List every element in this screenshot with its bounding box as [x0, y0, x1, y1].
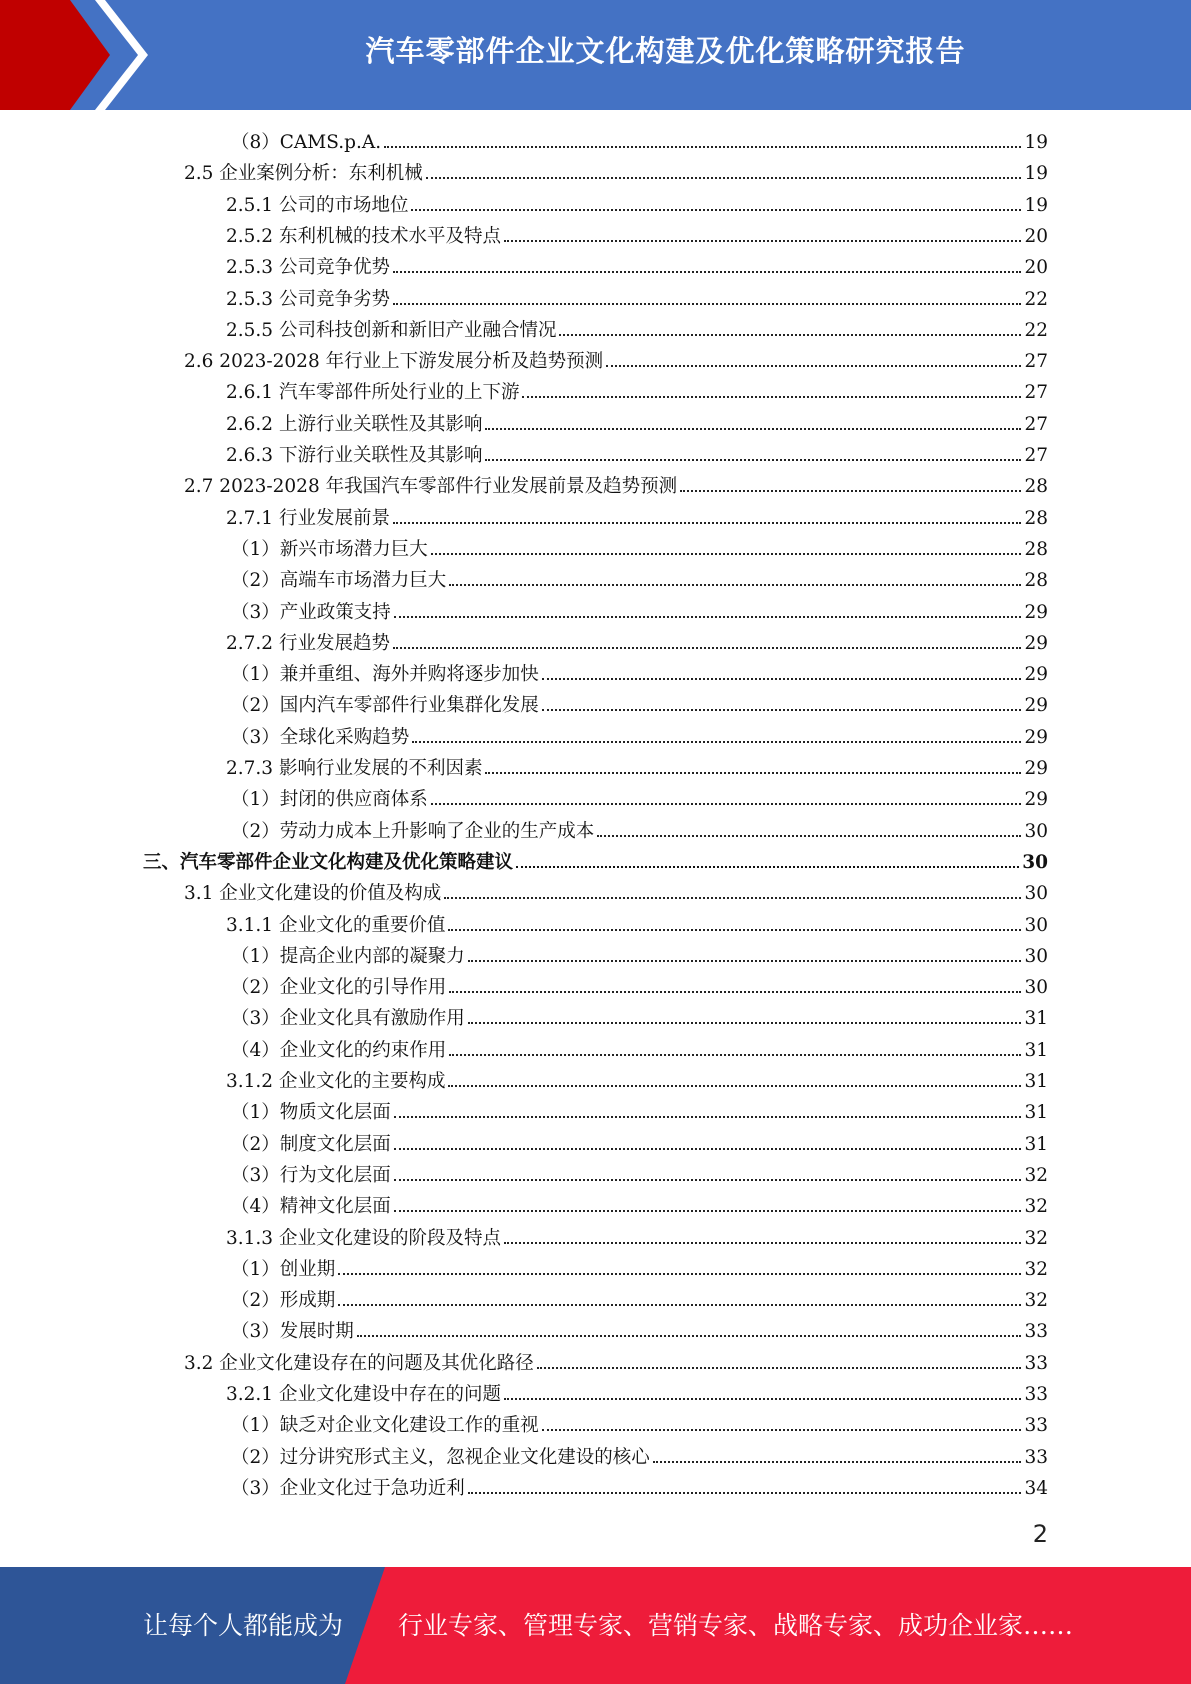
- toc-dot-leader: [468, 1492, 1022, 1494]
- toc-entry-page: 30: [1022, 851, 1048, 873]
- toc-entry[interactable]: [184, 879, 1048, 909]
- toc-entry-page: 32: [1024, 1290, 1048, 1312]
- toc-entry-page: 29: [1024, 601, 1048, 623]
- toc-dot-leader: [449, 991, 1021, 993]
- toc-entry-page: 33: [1024, 1415, 1048, 1437]
- toc-entry[interactable]: [226, 754, 1048, 784]
- toc-entry-label: 3.2 企业文化建设存在的问题及其优化路径: [184, 1352, 534, 1374]
- toc-entry-page: 29: [1024, 632, 1048, 654]
- toc-entry[interactable]: [231, 1317, 1048, 1347]
- toc-entry-page: 29: [1024, 664, 1048, 686]
- toc-entry-label: 2.5.3 公司竞争优势: [226, 257, 390, 279]
- toc-dot-leader: [384, 146, 1021, 148]
- toc-entry-label: 2.6.2 上游行业关联性及其影响: [226, 413, 483, 435]
- toc-entry[interactable]: [231, 1036, 1048, 1066]
- toc-entry[interactable]: [231, 128, 1048, 158]
- toc-entry[interactable]: [226, 410, 1048, 440]
- toc-entry[interactable]: [231, 1255, 1048, 1285]
- toc-dot-leader: [597, 835, 1021, 837]
- toc-entry-page: 19: [1024, 194, 1048, 216]
- toc-dot-leader: [449, 1054, 1021, 1056]
- toc-entry[interactable]: [226, 1224, 1048, 1254]
- toc-dot-leader: [394, 616, 1022, 618]
- toc-entry[interactable]: [226, 316, 1048, 346]
- toc-dot-leader: [522, 396, 1021, 398]
- toc-entry-label: （2）高端车市场潜力巨大: [231, 570, 447, 592]
- toc-dot-leader: [504, 1398, 1021, 1400]
- toc-entry-label: （2）国内汽车零部件行业集群化发展: [231, 695, 539, 717]
- toc-entry-page: 33: [1024, 1352, 1048, 1374]
- toc-entry-label: 3.1.1 企业文化的重要价值: [226, 914, 446, 936]
- toc-entry-page: 30: [1024, 820, 1048, 842]
- toc-entry-page: 31: [1024, 1071, 1048, 1092]
- toc-entry[interactable]: [231, 1411, 1048, 1441]
- toc-entry-page: 33: [1024, 1321, 1048, 1343]
- toc-entry-label: （2）劳动力成本上升影响了企业的生产成本: [231, 820, 595, 842]
- toc-entry-page: 29: [1024, 789, 1048, 811]
- toc-entry-page: 30: [1024, 977, 1048, 999]
- toc-dot-leader: [680, 490, 1021, 492]
- toc-entry-page: 30: [1024, 914, 1048, 936]
- toc-entry[interactable]: [231, 566, 1048, 596]
- toc-dot-leader: [431, 553, 1022, 555]
- toc-dot-leader: [542, 678, 1022, 680]
- toc-entry[interactable]: [231, 1161, 1048, 1191]
- report-title: 汽车零部件企业文化构建及优化策略研究报告: [365, 34, 966, 68]
- toc-entry-label: （1）缺乏对企业文化建设工作的重视: [231, 1415, 539, 1437]
- toc-entry[interactable]: [226, 378, 1048, 408]
- toc-entry-page: 28: [1024, 538, 1048, 560]
- toc-entry[interactable]: [226, 285, 1048, 315]
- toc-dot-leader: [653, 1461, 1022, 1463]
- toc-dot-leader: [357, 1335, 1022, 1337]
- toc-dot-leader: [516, 866, 1019, 868]
- toc-entry-page: 33: [1024, 1446, 1048, 1468]
- toc-dot-leader: [426, 177, 1022, 179]
- toc-entry[interactable]: [231, 785, 1048, 815]
- toc-entry-page: 29: [1024, 695, 1048, 717]
- toc-dot-leader: [444, 897, 1021, 899]
- toc-entry-label: 2.5.2 东利机械的技术水平及特点: [226, 225, 501, 247]
- toc-entry-page: 29: [1024, 758, 1048, 779]
- toc-entry[interactable]: [184, 472, 1048, 502]
- toc-entry-label: 2.6 2023-2028 年行业上下游发展分析及趋势预测: [184, 351, 604, 373]
- toc-entry-page: 20: [1024, 257, 1048, 279]
- toc-entry-page: 34: [1024, 1477, 1048, 1499]
- toc-dot-leader: [537, 1367, 1022, 1369]
- toc-entry[interactable]: [231, 1004, 1048, 1034]
- toc-entry-label: 2.5.3 公司竞争劣势: [226, 288, 390, 310]
- toc-entry[interactable]: [184, 1349, 1048, 1379]
- toc-entry[interactable]: [184, 347, 1048, 377]
- toc-entry-page: 27: [1024, 351, 1048, 373]
- toc-entry-label: 3.2.1 企业文化建设中存在的问题: [226, 1384, 501, 1405]
- toc-entry-label: 2.7.1 行业发展前景: [226, 507, 390, 529]
- toc-dot-leader: [393, 522, 1021, 524]
- toc-dot-leader: [393, 303, 1021, 305]
- toc-entry-page: 31: [1024, 1039, 1048, 1061]
- toc-entry[interactable]: [231, 942, 1048, 972]
- toc-dot-leader: [338, 1273, 1021, 1275]
- toc-entry-page: 28: [1024, 570, 1048, 592]
- toc-entry[interactable]: [231, 1474, 1048, 1504]
- footer-slogan-right: 行业专家、管理专家、营销专家、战略专家、成功企业家……: [398, 1611, 1074, 1640]
- toc-dot-leader: [412, 741, 1021, 743]
- toc-entry[interactable]: [226, 1380, 1048, 1410]
- toc-entry-page: 27: [1024, 413, 1048, 435]
- toc-dot-leader: [393, 647, 1021, 649]
- page-number: 2: [1032, 1520, 1048, 1548]
- toc-entry-label: （1）物质文化层面: [231, 1102, 391, 1124]
- toc-entry[interactable]: [231, 1130, 1048, 1160]
- toc-entry[interactable]: [231, 535, 1048, 565]
- toc-entry[interactable]: [231, 1286, 1048, 1316]
- toc-dot-leader: [449, 584, 1021, 586]
- toc-entry-page: 19: [1024, 163, 1048, 185]
- toc-entry-label: 2.7.2 行业发展趋势: [226, 632, 390, 654]
- page-footer: [0, 1567, 1191, 1684]
- toc-dot-leader: [448, 929, 1021, 931]
- toc-dot-leader: [485, 459, 1021, 461]
- toc-entry-page: 22: [1024, 319, 1048, 341]
- toc-entry-label: （1）封闭的供应商体系: [231, 789, 428, 811]
- toc-entry[interactable]: [231, 660, 1048, 690]
- toc-entry-page: 27: [1024, 445, 1048, 466]
- toc-entry-label: （3）全球化采购趋势: [231, 726, 410, 748]
- toc-entry-page: 32: [1024, 1196, 1048, 1218]
- toc-entry[interactable]: [184, 159, 1048, 189]
- toc-entry-label: （8）CAMS.p.A.: [231, 132, 382, 153]
- toc-entry[interactable]: [226, 1067, 1048, 1097]
- toc-entry-label: （2）形成期: [231, 1290, 336, 1312]
- toc-entry-page: 28: [1024, 507, 1048, 529]
- toc-entry-page: 31: [1024, 1133, 1048, 1155]
- toc-entry-page: 31: [1024, 1102, 1048, 1124]
- toc-entry-label: （2）企业文化的引导作用: [231, 977, 447, 999]
- toc-entry[interactable]: [226, 911, 1048, 941]
- toc-entry-page: 27: [1024, 382, 1048, 404]
- toc-dot-leader: [468, 960, 1022, 962]
- toc-entry[interactable]: [226, 253, 1048, 283]
- toc-entry[interactable]: [231, 1098, 1048, 1128]
- toc-dot-leader: [504, 1242, 1021, 1244]
- toc-dot-leader: [394, 1179, 1022, 1181]
- toc-entry-label: 三、汽车零部件企业文化构建及优化策略建议: [143, 851, 514, 873]
- toc-entry-label: （2）过分讲究形式主义，忽视企业文化建设的核心: [231, 1446, 650, 1468]
- toc-entry-label: 3.1.3 企业文化建设的阶段及特点: [226, 1227, 501, 1249]
- toc-entry-page: 20: [1024, 225, 1048, 247]
- toc-entry-page: 30: [1024, 945, 1048, 967]
- toc-entry-page: 19: [1024, 132, 1048, 153]
- header-red-arrow: [0, 0, 110, 110]
- toc-dot-leader: [394, 1116, 1022, 1118]
- toc-entry-label: （2）制度文化层面: [231, 1133, 391, 1155]
- toc-entry-label: 2.5.5 公司科技创新和新旧产业融合情况: [226, 319, 557, 341]
- toc-dot-leader: [468, 1022, 1022, 1024]
- page-header: [0, 0, 1191, 110]
- toc-entry[interactable]: [226, 504, 1048, 534]
- toc-entry-label: （1）提高企业内部的凝聚力: [231, 945, 465, 967]
- toc-entry-page: 22: [1024, 288, 1048, 310]
- toc-entry[interactable]: [226, 222, 1048, 252]
- toc-dot-leader: [504, 240, 1021, 242]
- toc-dot-leader: [394, 1148, 1022, 1150]
- toc-entry-label: （3）企业文化具有激励作用: [231, 1008, 465, 1030]
- toc-entry[interactable]: [231, 598, 1048, 628]
- toc-entry-label: （4）企业文化的约束作用: [231, 1039, 447, 1061]
- toc-entry[interactable]: [231, 723, 1048, 753]
- toc-entry-label: （3）行为文化层面: [231, 1164, 391, 1186]
- footer-slogan-left: 让每个人都能成为: [143, 1611, 344, 1640]
- toc-entry-label: 2.6.3 下游行业关联性及其影响: [226, 445, 483, 466]
- toc-entry-label: 2.5 企业案例分析：东利机械: [184, 163, 423, 185]
- toc-entry-label: （1）创业期: [231, 1258, 336, 1280]
- toc-dot-leader: [542, 709, 1022, 711]
- toc-entry[interactable]: [231, 1443, 1048, 1473]
- toc-dot-leader: [394, 1210, 1022, 1212]
- toc-entry-label: （4）精神文化层面: [231, 1196, 391, 1218]
- toc-entry-label: （3）发展时期: [231, 1321, 354, 1343]
- toc-entry-page: 33: [1024, 1384, 1048, 1405]
- toc-dot-leader: [393, 271, 1021, 273]
- toc-entry-label: （3）产业政策支持: [231, 601, 391, 623]
- toc-entry-page: 31: [1024, 1008, 1048, 1030]
- toc-dot-leader: [485, 772, 1021, 774]
- toc-entry-page: 30: [1024, 883, 1048, 905]
- toc-entry-page: 29: [1024, 726, 1048, 748]
- toc-entry[interactable]: [143, 848, 1048, 878]
- toc-entry[interactable]: [226, 629, 1048, 659]
- toc-dot-leader: [606, 365, 1021, 367]
- toc-entry[interactable]: [231, 817, 1048, 847]
- toc-entry-label: 3.1.2 企业文化的主要构成: [226, 1071, 446, 1092]
- toc-entry[interactable]: [226, 191, 1048, 221]
- toc-entry-label: 2.7 2023-2028 年我国汽车零部件行业发展前景及趋势预测: [184, 476, 678, 498]
- toc-entry-page: 28: [1024, 476, 1048, 498]
- toc-entry[interactable]: [231, 973, 1048, 1003]
- toc-entry-label: 2.7.3 影响行业发展的不利因素: [226, 758, 483, 779]
- toc-dot-leader: [559, 334, 1021, 336]
- toc-entry-label: 2.6.1 汽车零部件所处行业的上下游: [226, 382, 520, 404]
- toc-entry-page: 32: [1024, 1258, 1048, 1280]
- toc-entry-page: 32: [1024, 1227, 1048, 1249]
- toc-dot-leader: [338, 1304, 1021, 1306]
- toc-dot-leader: [485, 428, 1021, 430]
- toc-entry-page: 32: [1024, 1164, 1048, 1186]
- toc-dot-leader: [448, 1085, 1021, 1087]
- toc-entry[interactable]: [231, 691, 1048, 721]
- toc-entry-label: 3.1 企业文化建设的价值及构成: [184, 883, 442, 905]
- toc-dot-leader: [542, 1429, 1022, 1431]
- toc-entry-label: （1）新兴市场潜力巨大: [231, 538, 428, 560]
- toc-entry-label: 2.5.1 公司的市场地位: [226, 194, 409, 216]
- toc-entry-label: （3）企业文化过于急功近利: [231, 1477, 465, 1499]
- toc-dot-leader: [411, 209, 1021, 211]
- toc-dot-leader: [431, 803, 1022, 805]
- toc-entry-label: （1）兼并重组、海外并购将逐步加快: [231, 664, 539, 686]
- toc-entry[interactable]: [231, 1192, 1048, 1222]
- toc-entry[interactable]: [226, 441, 1048, 471]
